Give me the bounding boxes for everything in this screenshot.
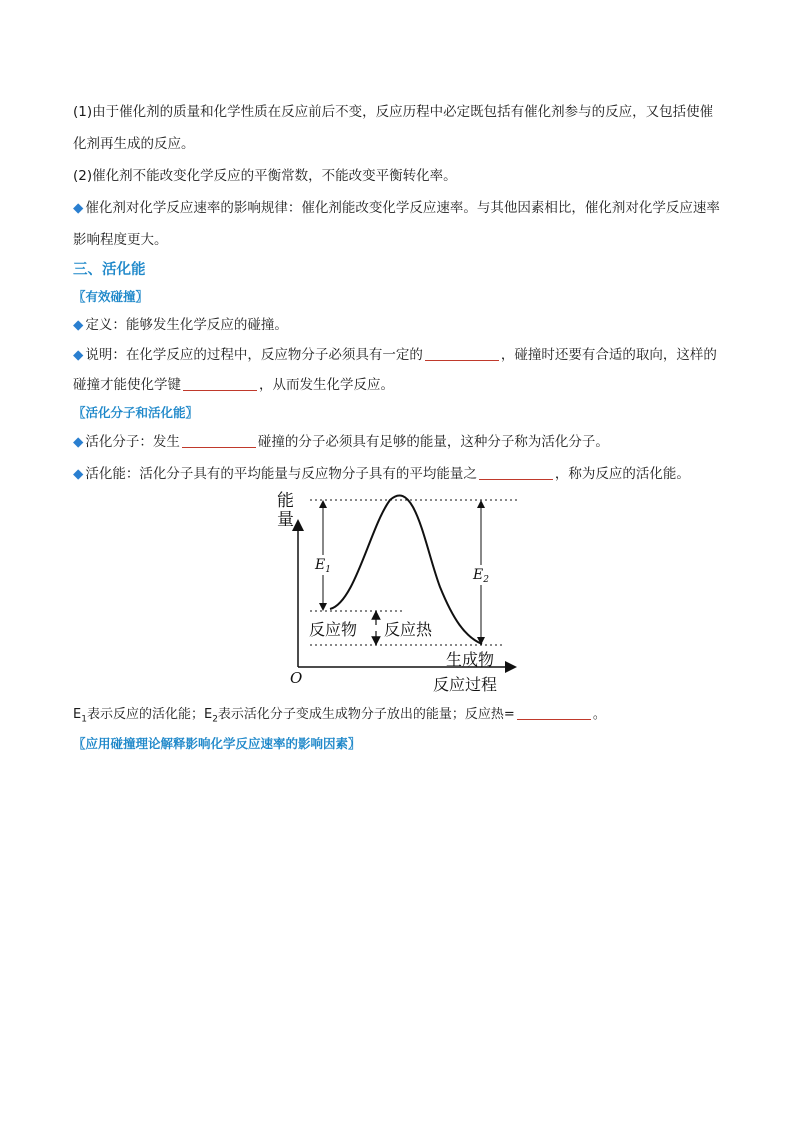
fill-blank-energy[interactable] (425, 346, 499, 361)
activated-molecule-line: ◆ 活化分子：发生 碰撞的分子必须具有足够的能量，这种分子称为活化分子。 (73, 434, 609, 450)
paragraph-catalyst-regeneration: (1)由于催化剂的质量和化学性质在反应前后不变，反应历程中必定既包括有催化剂参与的反应，又包括使催化剂再生成的反应。 (73, 104, 714, 152)
subheading-activated-molecules: 〖活化分子和活化能〗 (73, 405, 199, 420)
reaction-heat-label: 反应热 (384, 620, 433, 639)
y-axis-label-1: 能 (277, 491, 294, 511)
e2-label: $E_2$ (473, 567, 489, 585)
product-label: 生成物 (446, 650, 495, 669)
definition-line: ◆ 定义：能够发生化学反应的碰撞。 (73, 317, 288, 333)
paragraph-rate-rule: ◆ 催化剂对化学反应速率的影响规律：催化剂能改变化学反应速率。与其他因素相比，催化剂对化学反应速率影响程度更大。 (73, 200, 720, 248)
y-axis-label-2: 量 (277, 510, 294, 530)
fill-blank-collision[interactable] (182, 433, 256, 448)
activation-energy-line: ◆ 活化能：活化分子具有的平均能量与反应物分子具有的平均能量之 ，称为反应的活化能。 (73, 466, 690, 482)
document-body (73, 96, 725, 490)
diamond-bullet-icon: ◆ (73, 466, 84, 482)
reactant-label: 反应物 (309, 620, 358, 639)
diamond-bullet-icon: ◆ (73, 434, 84, 450)
diamond-bullet-icon: ◆ (73, 347, 84, 363)
diamond-bullet-icon: ◆ (73, 200, 84, 216)
diagram-caption: $E_1$表示反应的活化能；$E_2$表示活化分子变成生成物分子放出的能量；反应热= 。 (73, 707, 606, 725)
energy-profile-diagram (275, 487, 525, 695)
paragraph-equilibrium: (2)催化剂不能改变化学反应的平衡常数，不能改变平衡转化率。 (73, 168, 457, 184)
subheading-effective-collision: 〖有效碰撞〗 (73, 289, 149, 304)
fill-blank-difference[interactable] (479, 465, 553, 480)
e1-label: $E_1$ (315, 557, 331, 575)
diamond-bullet-icon: ◆ (73, 317, 84, 333)
section-title: 三、活化能 (73, 262, 146, 278)
fill-blank-reaction-heat[interactable] (517, 705, 591, 720)
fill-blank-bond[interactable] (183, 376, 257, 391)
origin-label: O (290, 669, 303, 687)
explanation-line: ◆ 说明：在化学反应的过程中，反应物分子必须具有一定的 ，碰撞时还要有合适的取向，这样的碰撞才能使化学键 ，从而发生化学反应。 (73, 347, 717, 393)
subheading-collision-theory-application: 〖应用碰撞理论解释影响化学反应速率的影响因素〗 (73, 736, 361, 751)
energy-profile-svg (275, 487, 525, 695)
x-axis-label: 反应过程 (433, 675, 498, 694)
